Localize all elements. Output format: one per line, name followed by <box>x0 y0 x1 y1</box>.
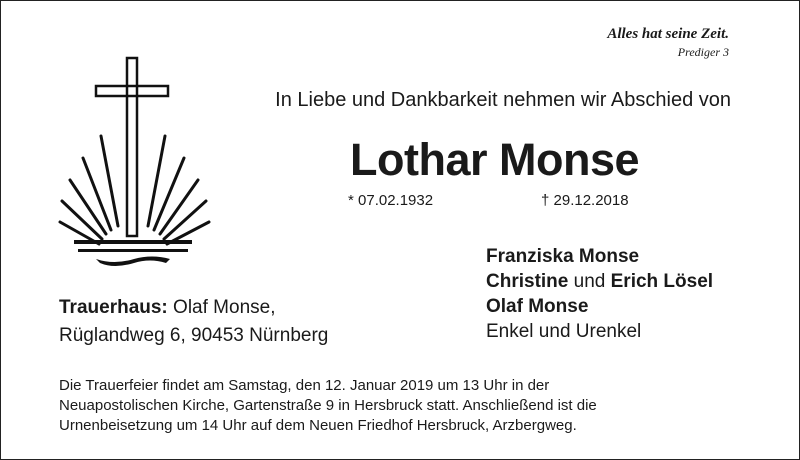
deceased-name: Lothar Monse <box>350 134 640 185</box>
mourning-house <box>59 294 328 350</box>
survivor-name: Erich Lösel <box>610 271 714 292</box>
service-line: Urnenbeisetzung um 14 Uhr auf dem Neuen Friedhof Hersbruck, Arzbergweg. <box>59 417 577 434</box>
intro-line: In Liebe und Dankbarkeit nehmen wir Abschied von <box>275 89 731 111</box>
motto-source: Prediger 3 <box>677 45 729 59</box>
birth-date: * 07.02.1932 <box>348 192 434 209</box>
survivor-conjunction: und <box>568 271 611 292</box>
survivor-name: Franziska Monse <box>486 246 640 267</box>
survivors-list <box>486 244 713 344</box>
death-date: † 29.12.2018 <box>541 192 629 209</box>
survivor-line: Enkel und Urenkel <box>486 321 642 342</box>
motto-text: Alles hat seine Zeit. <box>607 26 729 42</box>
service-details <box>59 376 597 436</box>
mourning-house-label: Trauerhaus: <box>59 297 168 318</box>
survivor-name: Christine <box>486 271 569 292</box>
survivor-line <box>486 269 713 294</box>
survivor-line <box>486 294 713 319</box>
motto <box>607 25 729 60</box>
service-line: Neuapostolischen Kirche, Gartenstraße 9 in Hersbruck statt. Anschließend ist die <box>59 397 597 414</box>
cross-rising-sun-icon <box>56 56 216 281</box>
service-line: Die Trauerfeier findet am Samstag, den 12. Januar 2019 um 13 Uhr in der <box>59 377 550 394</box>
mourning-house-address: Rüglandweg 6, 90453 Nürnberg <box>59 325 329 346</box>
survivor-name: Olaf Monse <box>486 296 589 317</box>
survivor-line <box>486 244 713 269</box>
mourning-house-line <box>59 294 328 322</box>
mourning-house-name: Olaf Monse, <box>167 297 276 318</box>
